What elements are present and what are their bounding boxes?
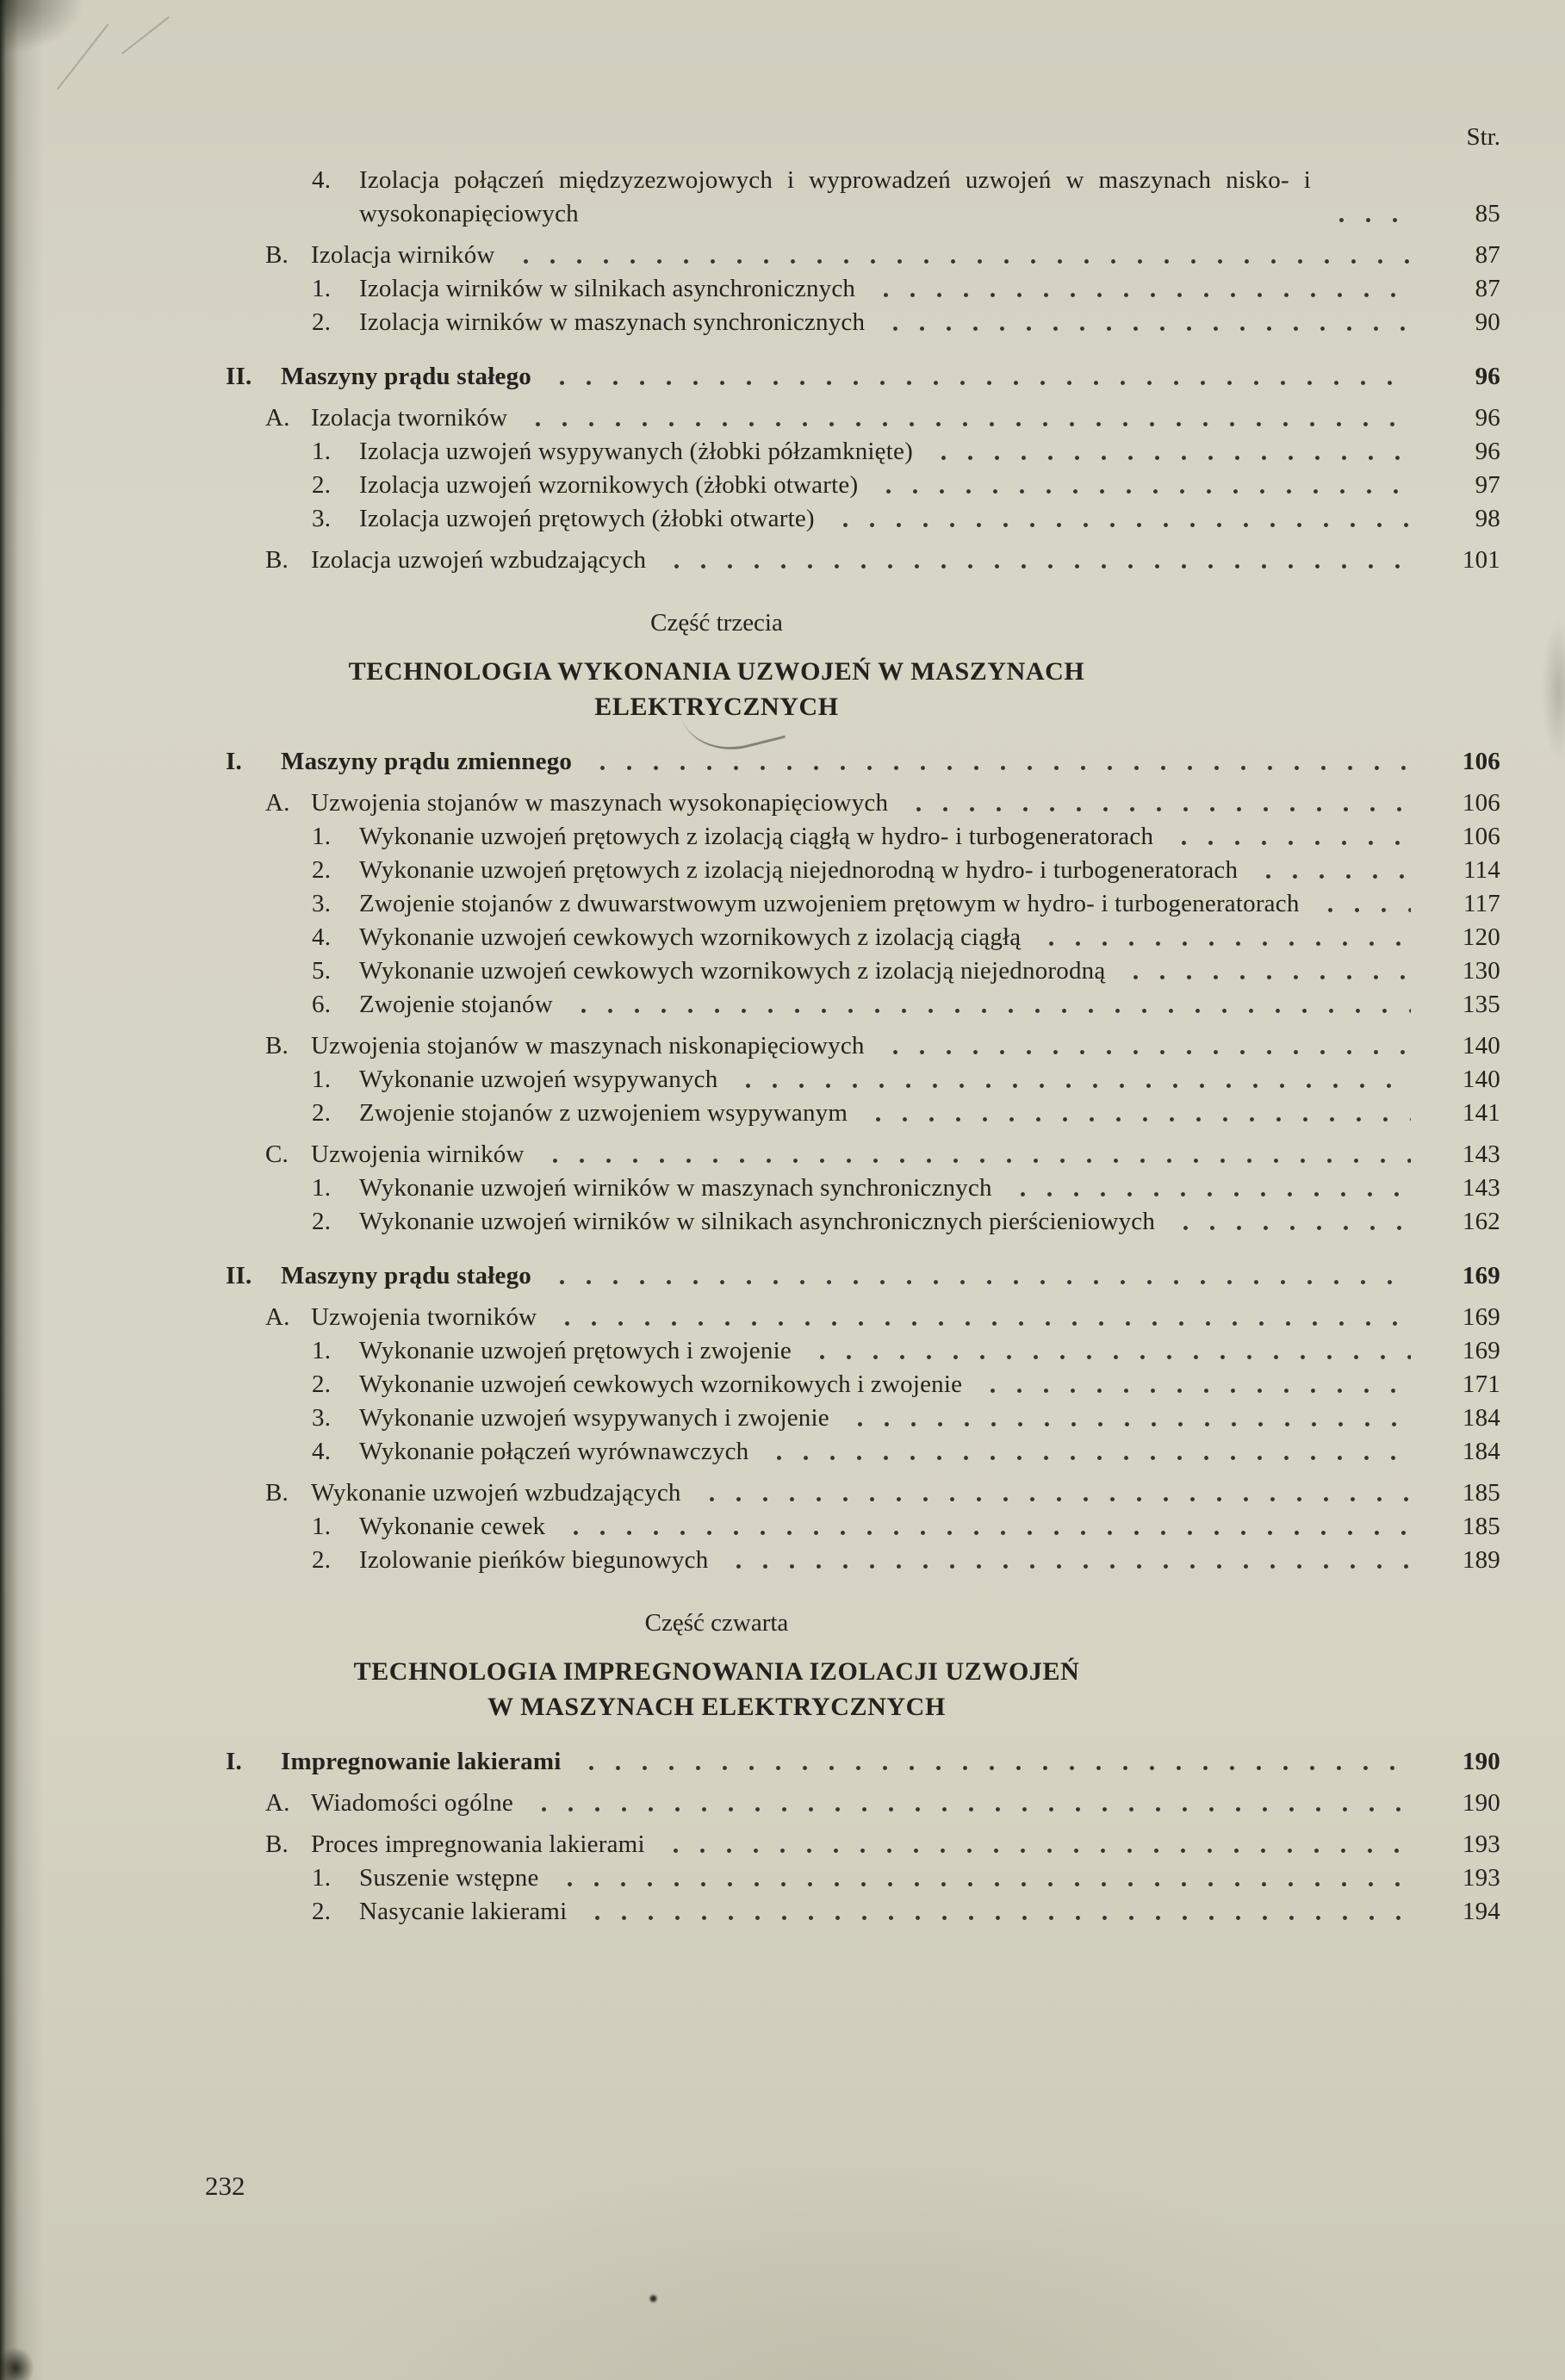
toc-page-number: 117 [1463,890,1500,917]
dot-leader [925,435,1411,469]
dot-leader [537,1138,1411,1171]
dot-leader [693,1476,1411,1510]
section-title-line: ELEKTRYCZNYCH [594,693,839,721]
toc-entry-label: A. [265,1789,290,1817]
toc-entry-label: 2. [312,1546,332,1574]
dot-leader [543,360,1411,394]
toc-entry-text: Suszenie wstępne [359,1864,539,1892]
scan-scratch [57,24,109,90]
toc-page-number: 85 [1475,200,1500,227]
toc-entry-text: Izolacja wirników w maszynach synchronicznych [359,308,866,336]
toc-entry [226,1205,1500,1239]
dot-leader [877,1029,1411,1063]
toc-page-number: 193 [1462,1864,1500,1892]
toc-page-number: 87 [1475,241,1500,269]
toc-entry [226,1138,1500,1171]
toc-entry-text: Wykonanie uzwojeń wirników w silnikach asynchronicznych pierścieniowych [359,1208,1156,1235]
dot-leader [657,1828,1411,1861]
toc-entry-text: Proces impregnowania lakierami [311,1830,645,1858]
toc-entry-text: Wykonanie połączeń wyrównawczych [359,1438,749,1465]
toc-entry-text: Maszyny prądu zmiennego [281,748,573,775]
toc-page-number: 97 [1475,471,1500,499]
toc-entry [226,1544,1500,1577]
toc-entry-text: Wykonanie uzwojeń cewkowych wzornikowych z izolacją niejednorodną [359,957,1106,985]
toc-entry-label: B. [265,1032,289,1060]
toc-page-number: 171 [1462,1370,1500,1398]
toc-entry-text: Uzwojenia stojanów w maszynach niskonapięciowych [311,1032,865,1060]
toc-entry [226,1097,1500,1130]
dot-leader [720,1544,1411,1577]
scan-scratch [121,16,170,55]
dot-leader [761,1435,1411,1469]
toc-page-number: 184 [1462,1438,1500,1465]
toc-entry-label: 3. [312,890,332,917]
section-title [226,1654,1208,1724]
dot-leader [841,1401,1411,1435]
toc-entry-text: Zwojenie stojanów z dwuwarstwowym uzwojeniem prętowym w hydro- i turbogeneratorach [359,890,1300,917]
toc-entry-label: I. [226,1748,242,1775]
toc-entry [226,1368,1500,1401]
toc-page-number: 184 [1462,1404,1500,1432]
toc-page-number: 106 [1462,789,1500,817]
toc-entry-label: 3. [312,505,332,532]
toc-page-number: 162 [1462,1208,1500,1235]
toc-entry [226,306,1500,339]
toc-entry-label: A. [265,1303,290,1331]
dot-leader [860,1097,1411,1130]
toc-page-number: 141 [1462,1099,1500,1127]
toc-entry [226,1334,1500,1368]
dot-leader [1033,921,1411,954]
toc-entry-text: Impregnowanie lakierami [281,1748,562,1775]
dot-leader [900,786,1411,820]
dot-leader [507,239,1411,272]
toc-page-number: 96 [1475,363,1500,390]
toc-page-number: 90 [1475,308,1500,336]
toc-entry [226,988,1500,1022]
toc-entry [226,745,1500,779]
toc-entry [226,1828,1500,1861]
toc-entry-text: Izolacja wirników w silnikach asynchronicznych [359,275,856,302]
toc-entry [226,954,1500,988]
toc-entry-text: Uzwojenia stojanów w maszynach wysokonapięciowych [311,789,889,817]
toc-entry-label: 4. [312,923,332,951]
dot-leader [543,1259,1411,1293]
toc-entry-text: Wykonanie uzwojeń wirników w maszynach synchronicznych [359,1174,992,1202]
toc-page-number: 98 [1475,505,1500,532]
toc-entry [226,544,1500,577]
dot-leader [573,1745,1411,1779]
toc-entry-label: I. [226,748,242,775]
toc-entry-text: Uzwojenia wirników [311,1140,525,1168]
dot-leader [579,1895,1411,1929]
dot-leader [1250,854,1411,887]
toc-page-number: 185 [1462,1513,1500,1540]
section-title-line: W MASZYNACH ELEKTRYCZNYCH [488,1693,946,1721]
toc-entry [226,1476,1500,1510]
page-number: 232 [205,2171,245,2201]
dot-leader [549,1301,1411,1334]
toc-entry-label: 5. [312,957,332,985]
toc-entry [226,360,1500,394]
dot-leader [565,988,1411,1022]
toc-entry [226,239,1500,272]
toc-page-number: 143 [1462,1174,1500,1202]
toc-page-number: 169 [1462,1303,1500,1331]
toc-entry-label: 1. [312,1864,332,1892]
toc-entry [226,1895,1500,1929]
dot-leader [1004,1171,1411,1205]
toc-entry [226,1745,1500,1779]
toc-entry-text: Wykonanie uzwojeń wsypywanych [359,1066,718,1093]
part-heading: Część trzecia [650,609,783,637]
toc-page-number: 96 [1475,404,1500,432]
toc-entry-text: Wykonanie uzwojeń cewkowych wzornikowych i zwojenie [359,1370,963,1398]
toc-page-number: 106 [1462,823,1500,850]
toc-entry-text: Izolacja uzwojeń wzbudzających [311,546,647,574]
toc-entry-label: 1. [312,1337,332,1364]
toc-entry-label: 2. [312,1208,332,1235]
toc-entry-text: Uzwojenia tworników [311,1303,537,1331]
toc-entry-text: Wykonanie uzwojeń prętowych z izolacją niejednorodną w hydro- i turbogeneratorach [359,856,1239,884]
toc-page-number: 189 [1462,1546,1500,1574]
toc-entry-label: A. [265,789,290,817]
toc-entry [226,921,1500,954]
dot-leader [870,469,1411,502]
toc-page-number: 135 [1462,991,1500,1018]
toc-entry [226,164,1500,231]
toc-entry [226,401,1500,435]
toc-page-number: 169 [1462,1262,1500,1289]
toc-page-number: 114 [1463,856,1500,884]
toc-entry [226,820,1500,854]
toc-page-number: 120 [1462,923,1500,951]
dot-leader [557,1510,1411,1544]
dot-leader [1117,954,1411,988]
dot-leader [730,1063,1411,1097]
toc-entry-label: 2. [312,1099,332,1127]
toc-page-number: 185 [1462,1479,1500,1507]
toc-entry-label: 2. [312,1898,332,1925]
dot-leader [827,502,1411,536]
dot-leader [584,745,1411,779]
part-heading: Część czwarta [644,1609,789,1637]
toc-entry-text: Wykonanie uzwojeń prętowych z izolacją ciągłą w hydro- i turbogeneratorach [359,823,1154,850]
toc-entry-label: A. [265,404,290,432]
page-column-header: Str. [1466,123,1500,151]
toc-page-number: 101 [1462,546,1500,574]
toc-entry [226,1171,1500,1205]
toc-page-number: 194 [1462,1898,1500,1925]
toc-entry [226,1063,1500,1097]
dot-leader [1167,1205,1411,1239]
toc-page-number: 106 [1462,748,1500,775]
dot-leader [1165,820,1411,854]
dot-leader [804,1334,1411,1368]
toc-page-number: 190 [1462,1789,1500,1817]
toc-entry-label: 6. [312,991,332,1018]
toc-page-number: 96 [1475,438,1500,465]
toc-entry-label: 1. [312,438,332,465]
toc-entry-label: 1. [312,275,332,302]
toc-entry-text: Zwojenie stojanów [359,991,553,1018]
toc-entry [226,1787,1500,1820]
toc-entry-label: II. [226,363,252,390]
section-title-line: TECHNOLOGIA IMPREGNOWANIA IZOLACJI UZWOJEŃ [353,1657,1080,1686]
toc-entry [226,1401,1500,1435]
toc-page-number: 143 [1462,1140,1500,1168]
toc-entry-text: Izolacja uzwojeń prętowych (żłobki otwarte) [359,505,815,532]
toc-entry-text: Izolacja uzwojeń wsypywanych (żłobki półzamknięte) [359,438,913,465]
toc-entry [226,1301,1500,1334]
toc-entry-text: Maszyny prądu stałego [281,363,531,390]
toc-entry [226,502,1500,536]
toc-entry-label: 2. [312,308,332,336]
toc-entry-label: 2. [312,471,332,499]
toc-entry-text: Wiadomości ogólne [311,1789,513,1817]
toc-entry [226,272,1500,306]
toc-page-number: 169 [1462,1337,1500,1364]
toc-entry-label: 2. [312,1370,332,1398]
toc-entry-label: 1. [312,1174,332,1202]
toc-entry-text: Wykonanie uzwojeń wzbudzających [311,1479,681,1507]
toc-entry-text: Wykonanie uzwojeń wsypywanych i zwojenie [359,1404,829,1432]
dot-leader [551,1861,1411,1895]
toc-entry [226,1510,1500,1544]
dot-leader [1323,197,1411,231]
dot-leader [1312,887,1411,921]
toc-entry-text: Nasycanie lakierami [359,1898,568,1925]
toc-entry-label: 4. [312,166,332,194]
toc-entry [226,469,1500,502]
toc-page-number: 87 [1475,275,1500,302]
toc-entry [226,1861,1500,1895]
toc-entry-label: 2. [312,856,332,884]
toc-entry-label: 3. [312,1404,332,1432]
toc-entry [226,1435,1500,1469]
toc-entry-label: C. [265,1140,289,1168]
toc-entry-label: B. [265,1479,289,1507]
toc-page-number: 140 [1462,1066,1500,1093]
toc-entry-text: Izolowanie pieńków biegunowych [359,1546,709,1574]
toc-entry-text: Izolacja połączeń międzyzezwojowych i wyprowadzeń uzwojeń w maszynach nisko- i wysokonapięciowych [359,166,1311,227]
toc-entry-text: Izolacja tworników [311,404,508,432]
toc-entry-label: B. [265,241,289,269]
dot-leader [867,272,1411,306]
toc-entry-label: 4. [312,1438,332,1465]
toc-entry [226,786,1500,820]
dot-leader [877,306,1411,339]
toc-entry-label: II. [226,1262,252,1289]
toc-page-number: 190 [1462,1748,1500,1775]
toc-entry-label: B. [265,546,289,574]
dot-leader [658,544,1411,577]
dot-leader [519,401,1411,435]
toc-entry-label: 1. [312,1513,332,1540]
toc-entry-text: Wykonanie cewek [359,1513,546,1540]
toc [226,164,1500,1929]
toc-page-number: 130 [1462,957,1500,985]
toc-page-number: 140 [1462,1032,1500,1060]
toc-entry-text: Izolacja wirników [311,241,495,269]
toc-entry-text: Maszyny prądu stałego [281,1262,531,1289]
toc-entry [226,1259,1500,1293]
toc-entry-text: Wykonanie uzwojeń prętowych i zwojenie [359,1337,792,1364]
toc-entry-text: Izolacja uzwojeń wzornikowych (żłobki otwarte) [359,471,859,499]
toc-entry [226,435,1500,469]
toc-entry-text: Zwojenie stojanów z uzwojeniem wsypywanym [359,1099,848,1127]
toc-entry [226,854,1500,887]
toc-entry [226,887,1500,921]
ink-speck [647,2292,660,2306]
dot-leader [974,1368,1411,1401]
toc-entry-label: 1. [312,1066,332,1093]
dot-leader [525,1787,1411,1820]
toc-entry [226,1029,1500,1063]
toc-entry-text: Wykonanie uzwojeń cewkowych wzornikowych z izolacją ciągłą [359,923,1022,951]
toc-entry-label: B. [265,1830,289,1858]
toc-entry-label: 1. [312,823,332,850]
section-title-line: TECHNOLOGIA WYKONANIA UZWOJEŃ W MASZYNACH [348,657,1085,686]
toc-page-number: 193 [1462,1830,1500,1858]
